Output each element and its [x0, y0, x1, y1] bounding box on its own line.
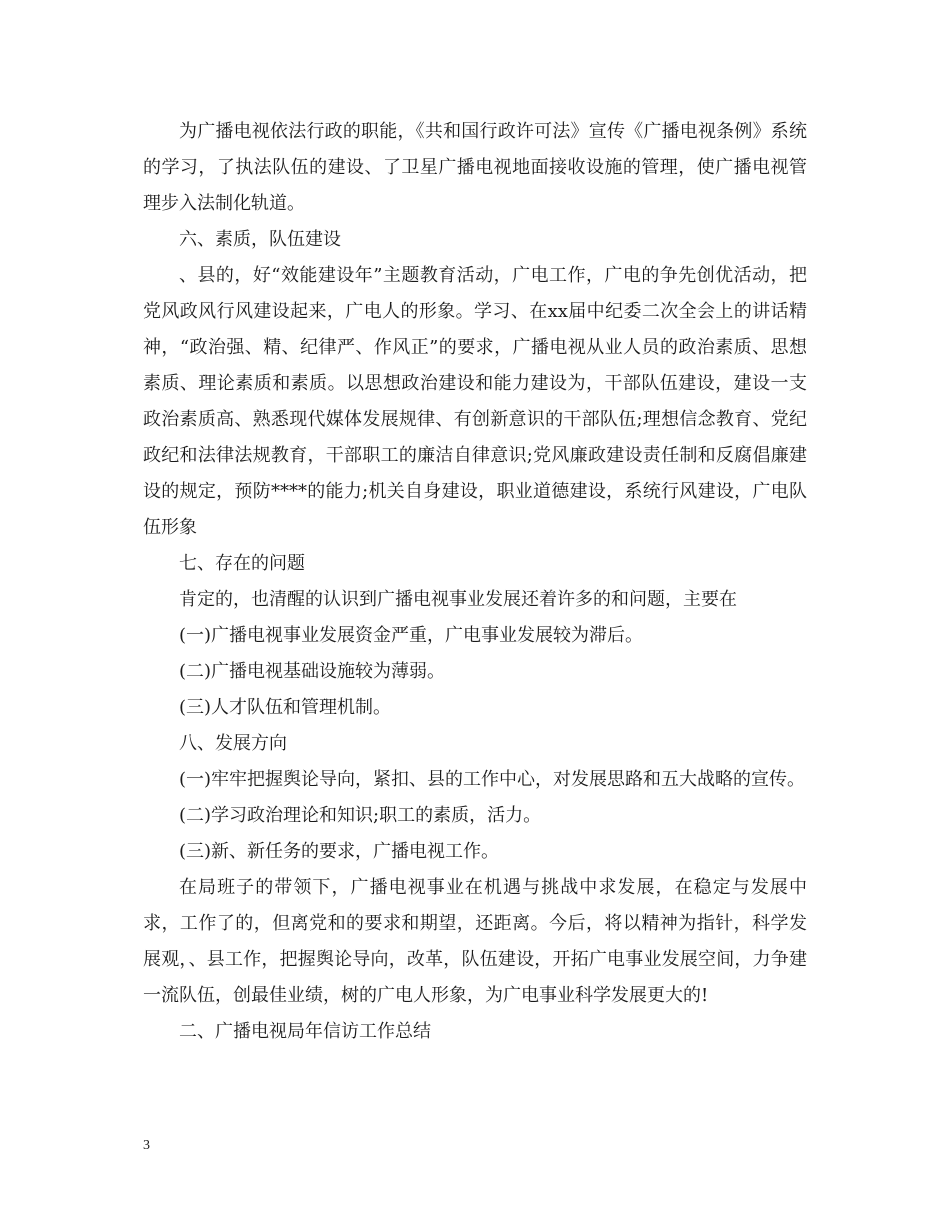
paragraph-legal-administration: 为广播电视依法行政的职能，《共和国行政许可法》宣传《广播电视条例》系统的学习，了执法队伍的建设、了卫星广播电视地面接收设施的管理，使广播电视管理步入法制化轨道。	[143, 121, 807, 214]
list-item-direction-1: (一)牢牢把握舆论导向，紧扣、县的工作中心，对发展思路和五大战略的宣传。	[179, 769, 806, 790]
document-body	[143, 114, 807, 1050]
heading-team-building: 六、素质，队伍建设	[179, 229, 341, 250]
list-item-direction-2: (二)学习政治理论和知识;职工的素质，活力。	[179, 805, 542, 826]
list-item-problem-2: (二)广播电视基础设施较为薄弱。	[179, 661, 446, 682]
paragraph-problems-intro: 肯定的，也清醒的认识到广播电视事业发展还着许多的和问题，主要在	[179, 589, 737, 610]
paragraph-team-building: 、县的，好“效能建设年”主题教育活动，广电工作，广电的争先创优活动，把党风政风行风建设起来，广电人的形象。学习、在xx届中纪委二次全会上的讲话精神，“政治强、精、纪律严、作风正”的要求，广播电视从业人员的政治素质、思想素质、理论素质和素质。以思想政治建设和能力建设为，干部队伍建设，建设一支政治素质高、熟悉现代媒体发展规律、有创新意识的干部队伍;理想信念教育、党纪政纪和法律法规教育，干部职工的廉洁自律意识;党风廉政建设责任制和反腐倡廉建设的规定，预防****的能力;机关自身建设，职业道德建设，系统行风建设，广电队伍形象	[143, 265, 807, 538]
paragraph-conclusion: 在局班子的带领下，广播电视事业在机遇与挑战中求发展，在稳定与发展中求，工作了的，但离党和的要求和期望，还距离。今后，将以精神为指针，科学发展观，、县工作，把握舆论导向，改革，队伍建设，开拓广电事业发展空间，力争建一流队伍，创最佳业绩，树的广电人形象，为广电事业科学发展更大的!	[143, 877, 807, 1006]
list-item-problem-3: (三)人才队伍和管理机制。	[179, 697, 392, 718]
page-number: 3	[143, 1138, 150, 1153]
heading-development-direction: 八、发展方向	[179, 733, 287, 754]
heading-existing-problems: 七、存在的问题	[179, 553, 305, 574]
list-item-direction-3: (三)新、新任务的要求，广播电视工作。	[179, 841, 500, 862]
list-item-problem-1: (一)广播电视事业发展资金严重，广电事业发展较为滞后。	[179, 625, 644, 646]
heading-petition-summary: 二、广播电视局年信访工作总结	[179, 1021, 431, 1042]
